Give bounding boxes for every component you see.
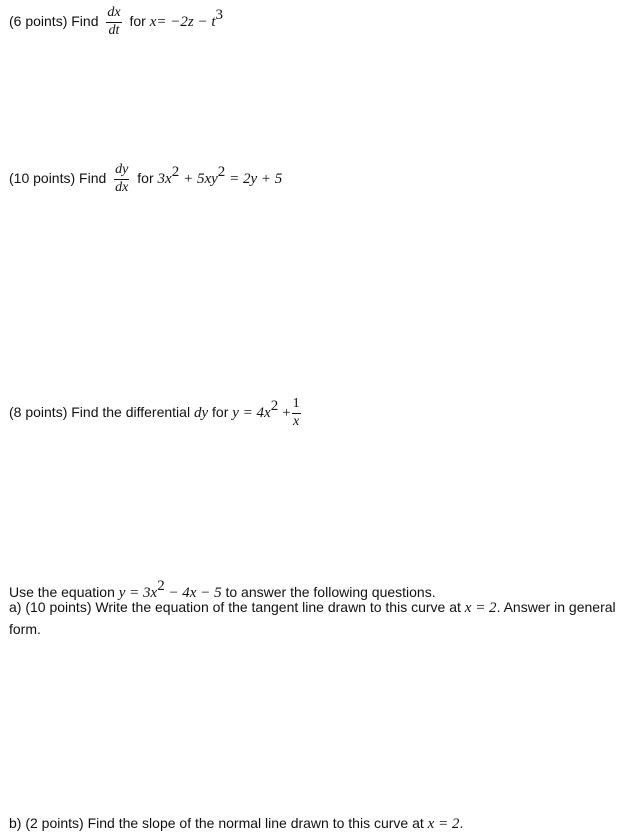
question-1-exponent: 3	[215, 6, 224, 23]
question-2-term2: + 5xy	[183, 170, 218, 187]
fraction-numerator: dx	[106, 6, 121, 23]
question-1-prefix: (6 points) Find	[9, 12, 99, 29]
question-3	[9, 397, 305, 429]
question-3-plus: +	[282, 404, 291, 421]
question-4-intro-after: to answer the following questions.	[225, 584, 436, 600]
question-4-intro-before: Use the equation	[9, 584, 115, 600]
question-1-rhs: = −2z − t	[156, 13, 216, 30]
question-2-exp2: 2	[217, 163, 226, 180]
fraction-denominator: x	[292, 413, 300, 429]
question-4-intro-exp: 2	[157, 578, 165, 594]
fraction-denominator: dt	[108, 22, 120, 38]
part-a-text: a) (10 points) Write the equation of the tangent line drawn to this curve at	[9, 599, 461, 615]
question-3-exp: 2	[270, 397, 279, 414]
question-4-part-a	[9, 597, 624, 640]
part-a-after: . Answer in general form.	[9, 599, 616, 637]
question-4-intro-eq: y = 3x	[118, 585, 158, 601]
fraction-denominator: dx	[115, 179, 129, 195]
question-2-prefix: (10 points) Find	[9, 169, 107, 186]
question-2-for: for	[137, 169, 154, 186]
question-2-rest: = 2y + 5	[229, 170, 283, 187]
question-1	[9, 6, 223, 38]
question-2-fraction	[114, 163, 129, 195]
question-1-fraction	[106, 6, 121, 38]
question-3-differential: dy	[193, 404, 209, 421]
question-2	[9, 163, 282, 195]
question-3-for: for	[212, 403, 229, 420]
question-4-intro-eq-rest: − 4x − 5	[164, 585, 222, 601]
question-1-lhs: x	[149, 13, 157, 30]
fraction-numerator: 1	[292, 397, 301, 414]
question-2-exp1: 2	[171, 163, 180, 180]
question-3-prefix: (8 points) Find the differential	[9, 403, 191, 420]
question-1-for: for	[129, 12, 146, 29]
part-b-after: .	[459, 815, 464, 831]
question-3-lhs: y = 4x	[232, 404, 271, 421]
part-b-text: b) (2 points) Find the slope of the normal line drawn to this curve at	[9, 815, 424, 831]
fraction-numerator: dy	[114, 163, 129, 180]
part-a-eq: x = 2	[464, 600, 497, 616]
question-2-term1: 3x	[157, 170, 172, 187]
part-b-eq: x = 2	[427, 816, 460, 832]
question-3-fraction	[292, 397, 301, 429]
question-4-part-b	[9, 813, 624, 835]
